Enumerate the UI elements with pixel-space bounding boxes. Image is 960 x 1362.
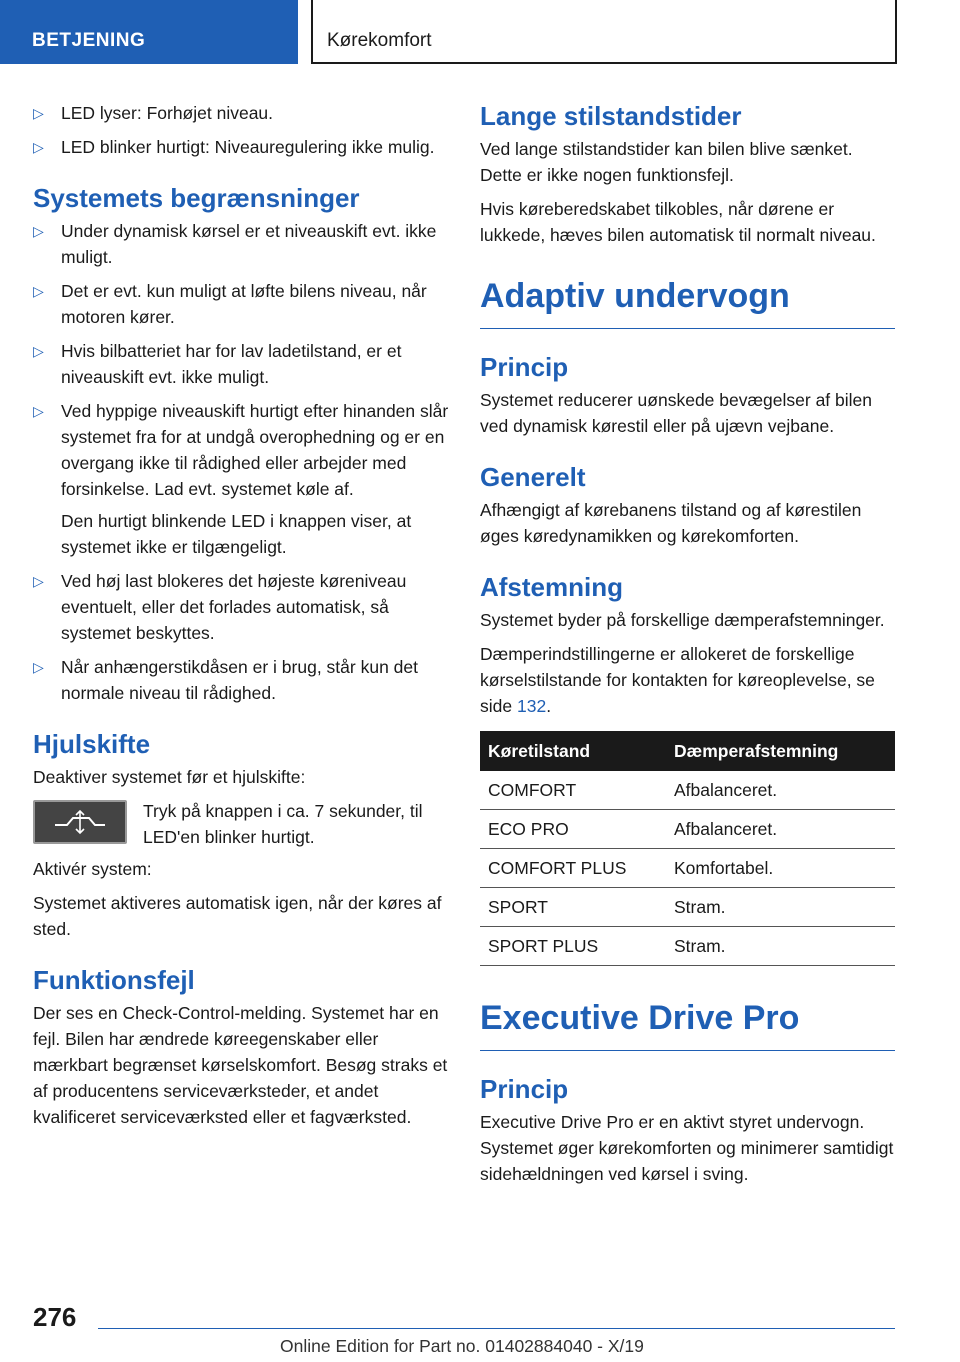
table-row: COMFORT PLUS Komfortabel. bbox=[480, 849, 895, 888]
heading-principle: Princip bbox=[480, 352, 569, 382]
list-item: ▷ Ved høj last blokeres det højeste køreniveau eventuelt, eller det forlades automatisk, så systemet beskyttes. bbox=[33, 568, 449, 646]
fault-text: Der ses en Check-Control-melding. Systemet har en fejl. Bilen har ændrede køreegenskaber eller mærkbart begrænset kørselskomfort. Besøg straks et af producentens serviceværksteder, et andet kvalificeret serviceværksted eller et fagværksted. bbox=[33, 1003, 448, 1127]
wheel-button-text: Tryk på knappen i ca. 7 sekunder, til LED'en blinker hurtigt. bbox=[143, 801, 423, 847]
page-number: 276 bbox=[33, 1302, 77, 1332]
standstill-text-2: Hvis køreberedskabet tilkobles, når dørene er lukkede, hæves bilen automatisk til normalt niveau. bbox=[480, 199, 876, 245]
chapter-tab bbox=[311, 0, 897, 64]
heading-edp-principle: Princip bbox=[480, 1074, 569, 1104]
heading-executive-drive-pro: Executive Drive Pro bbox=[480, 996, 895, 1051]
triangle-bullet-icon: ▷ bbox=[33, 139, 44, 155]
triangle-bullet-icon: ▷ bbox=[33, 573, 44, 589]
tuning-text-1: Systemet byder på forskellige dæmperafstemninger. bbox=[480, 610, 885, 630]
triangle-bullet-icon: ▷ bbox=[33, 403, 44, 419]
heading-fault: Funktionsfejl bbox=[33, 965, 195, 995]
heading-tuning: Afstemning bbox=[480, 572, 623, 602]
column-header: Dæmperafstemning bbox=[666, 731, 895, 771]
right-column bbox=[480, 100, 895, 1195]
table-header-row bbox=[480, 731, 895, 771]
heading-adaptive-chassis: Adaptiv undervogn bbox=[480, 274, 895, 329]
list-item: ▷ LED blinker hurtigt: Niveauregulering ikke mulig. bbox=[33, 134, 449, 160]
heading-limits: Systemets begrænsninger bbox=[33, 183, 360, 213]
list-item: ▷ Hvis bilbatteriet har for lav ladetilstand, er et niveauskift evt. ikke muligt. bbox=[33, 338, 449, 390]
tuning-text-2: Dæmperindstillingerne er allokeret de forskellige kørselstilstande for kontakten for køreoplevelse, se side 132. bbox=[480, 644, 875, 716]
triangle-bullet-icon: ▷ bbox=[33, 659, 44, 675]
list-item: ▷ Det er evt. kun muligt at løfte bilens niveau, når motoren kører. bbox=[33, 278, 449, 330]
car-level-button-icon bbox=[33, 800, 127, 844]
edp-text: Executive Drive Pro er en aktivt styret undervogn. Systemet øger kørekomforten og minimerer samtidigt sidehældningen ved kørsel i sving. bbox=[480, 1112, 894, 1184]
wheel-intro: Deaktiver systemet før et hjulskifte: bbox=[33, 767, 306, 787]
edition-note: Online Edition for Part no. 01402884040 - X/19 bbox=[280, 1336, 644, 1356]
table-row: SPORT PLUS Stram. bbox=[480, 927, 895, 966]
general-text: Afhængigt af kørebanens tilstand og af kørestilen øges køredynamikken og kørekomforten. bbox=[480, 500, 862, 546]
wheel-auto: Systemet aktiveres automatisk igen, når der køres af sted. bbox=[33, 893, 442, 939]
led-status-list bbox=[33, 100, 449, 160]
list-item: ▷ Når anhængerstikdåsen er i brug, står kun det normale niveau til rådighed. bbox=[33, 654, 449, 706]
list-item-note: Den hurtigt blinkende LED i knappen viser, at systemet ikke er tilgængeligt. bbox=[61, 511, 412, 557]
triangle-bullet-icon: ▷ bbox=[33, 105, 44, 121]
heading-general: Generelt bbox=[480, 462, 586, 492]
limits-list bbox=[33, 218, 449, 706]
wheel-activate: Aktivér system: bbox=[33, 859, 152, 879]
triangle-bullet-icon: ▷ bbox=[33, 283, 44, 299]
list-item: ▷ Ved hyppige niveauskift hurtigt efter hinanden slår systemet fra for at undgå overophedning og er en overgang ikke til rådighed eller arbejder med forsinkelse. Lad evt. systemet køle af. Den hurtigt blinkende LED i knappen viser, at systemet ikke er tilgængeligt. bbox=[33, 398, 449, 560]
heading-standstill: Lange stilstandstider bbox=[480, 101, 742, 131]
list-item: ▷ Under dynamisk kørsel er et niveauskift evt. ikke muligt. bbox=[33, 218, 449, 270]
section-tab bbox=[0, 0, 298, 64]
section-title: BETJENING bbox=[32, 30, 146, 51]
left-column bbox=[33, 100, 449, 1138]
table-row: SPORT Stram. bbox=[480, 888, 895, 927]
heading-wheel-change: Hjulskifte bbox=[33, 729, 151, 759]
triangle-bullet-icon: ▷ bbox=[33, 223, 44, 239]
list-item: ▷ LED lyser: Forhøjet niveau. bbox=[33, 100, 449, 126]
table-row: ECO PRO Afbalanceret. bbox=[480, 810, 895, 849]
standstill-text-1: Ved lange stilstandstider kan bilen blive sænket. Dette er ikke nogen funktionsfejl. bbox=[480, 139, 853, 185]
triangle-bullet-icon: ▷ bbox=[33, 343, 44, 359]
table-row: COMFORT Afbalanceret. bbox=[480, 771, 895, 810]
footer-divider bbox=[98, 1328, 895, 1329]
chapter-title: Kørekomfort bbox=[327, 30, 432, 51]
damper-table bbox=[480, 731, 895, 966]
wheel-button-instruction bbox=[33, 798, 449, 850]
column-header: Køretilstand bbox=[480, 731, 666, 771]
principle-text: Systemet reducerer uønskede bevægelser af bilen ved dynamisk kørestil eller på ujævn vejbane. bbox=[480, 390, 873, 436]
page-link[interactable]: 132 bbox=[516, 696, 547, 716]
